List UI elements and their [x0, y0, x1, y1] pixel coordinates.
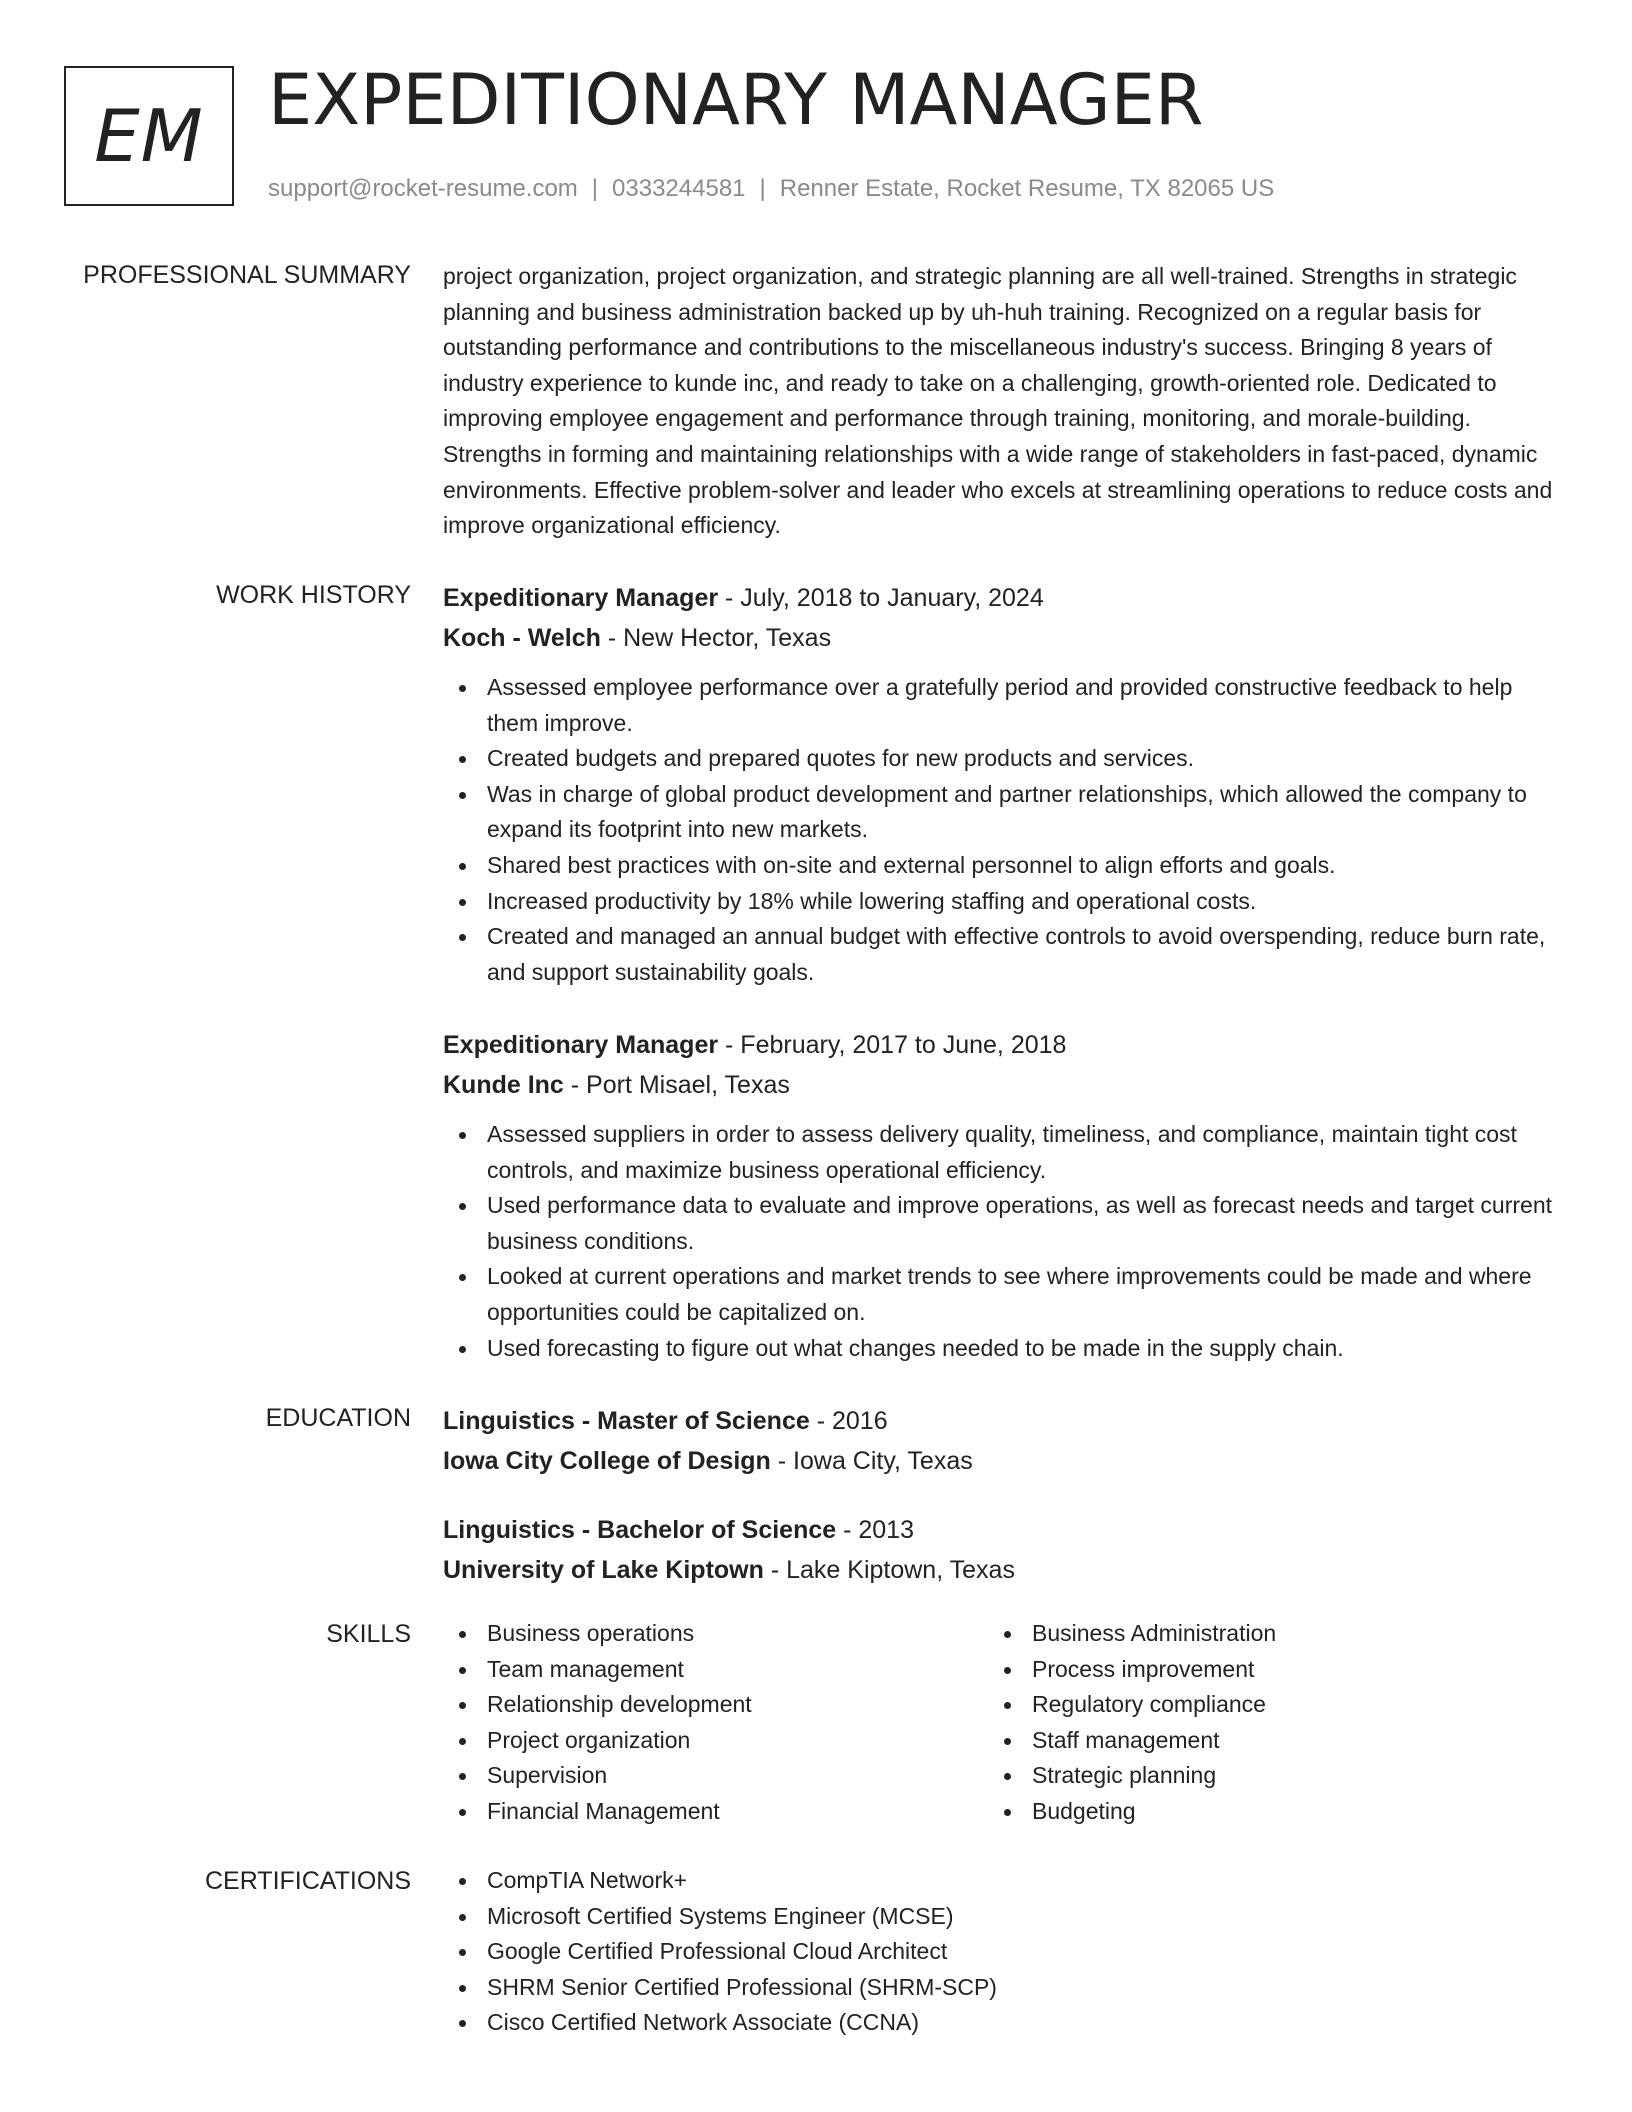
list-item: Process improvement [988, 1652, 1533, 1688]
section-label-skills: SKILLS [326, 1620, 411, 1648]
job-dates: - February, 2017 to June, 2018 [718, 1031, 1067, 1059]
job-bullets [443, 1117, 1555, 1366]
school-location: - Lake Kiptown, Texas [763, 1556, 1015, 1584]
job-entry [443, 1025, 1555, 1366]
list-item: Increased productivity by 18% while lowering staffing and operational costs. [443, 884, 1555, 920]
summary-text: project organization, project organization, and strategic planning are all well-trained. Strengths in strategic planning and business administration backed up by uh-huh training. Recognized on a regular basis for outstanding performance and contributions to the miscellaneous industry's success. Bringing 8 years of industry experience to kunde inc, and ready to take on a challenging, growth-oriented role. Dedicated to improving employee engagement and performance through training, monitoring, and morale-building. Strengths in forming and maintaining relationships with a wide range of stakeholders in fast-paced, dynamic environments. Effective problem-solver and leader who excels at streamlining operations to reduce costs and improve organizational efficiency. [443, 263, 1553, 539]
certifications-list [443, 1863, 1555, 2041]
list-item: Staff management [988, 1723, 1533, 1759]
list-item: Regulatory compliance [988, 1687, 1533, 1723]
education-entry [443, 1510, 1015, 1590]
work-history-body [443, 578, 1555, 1361]
section-label-education: EDUCATION [265, 1404, 411, 1432]
contact-address: Renner Estate, Rocket Resume, TX 82065 US [779, 175, 1275, 202]
job-company-line [443, 618, 1555, 658]
section-label-summary: PROFESSIONAL SUMMARY [83, 261, 411, 289]
contact-phone: 0333244581 [612, 175, 746, 202]
list-item: Project organization [443, 1723, 988, 1759]
certifications-body [443, 1863, 1555, 2041]
contact-separator: | [591, 175, 599, 202]
section-label-certifications: CERTIFICATIONS [204, 1867, 411, 1895]
list-item: Was in charge of global product development and partner relationships, which allowed the company to expand its footprint into new markets. [443, 777, 1555, 848]
skills-body [443, 1616, 1555, 1830]
job-location: - Port Misael, Texas [563, 1071, 790, 1099]
contact-separator: | [759, 175, 766, 202]
summary-body [443, 259, 1555, 544]
list-item: Relationship development [443, 1687, 988, 1723]
degree-line [443, 1401, 1555, 1441]
job-title-line [443, 1025, 1555, 1065]
monogram-logo: EM [64, 66, 234, 206]
degree-line [443, 1510, 1015, 1550]
job-company-line [443, 1065, 1555, 1105]
school-line [443, 1441, 1555, 1481]
list-item: Google Certified Professional Cloud Architect [443, 1934, 1555, 1970]
list-item: SHRM Senior Certified Professional (SHRM-SCP) [443, 1970, 1555, 2006]
list-item: Created budgets and prepared quotes for new products and services. [443, 741, 1555, 777]
candidate-name: EXPEDITIONARY MANAGER [268, 59, 1204, 141]
skills-list-left [443, 1616, 988, 1830]
list-item: Used performance data to evaluate and improve operations, as well as forecast needs and target current business conditions. [443, 1188, 1555, 1259]
job-company: Kunde Inc [443, 1071, 564, 1099]
school: Iowa City College of Design [443, 1447, 771, 1475]
degree: Linguistics - Bachelor of Science [443, 1516, 837, 1544]
education-body [443, 1401, 1555, 1584]
section-label-work-history: WORK HISTORY [216, 581, 411, 609]
skills-columns [443, 1616, 1555, 1830]
job-company: Koch - Welch [443, 624, 601, 652]
list-item: Business operations [443, 1616, 988, 1652]
list-item: Business Administration [988, 1616, 1533, 1652]
contact-email: support@rocket-resume.com [268, 175, 578, 202]
list-item: Microsoft Certified Systems Engineer (MCSE) [443, 1899, 1555, 1935]
degree-year: - 2013 [836, 1516, 914, 1544]
list-item: Used forecasting to figure out what changes needed to be made in the supply chain. [443, 1331, 1555, 1367]
list-item: Assessed suppliers in order to assess delivery quality, timeliness, and compliance, maintain tight cost controls, and maximize business operational efficiency. [443, 1117, 1555, 1188]
contact-line [268, 173, 1274, 205]
job-location: - New Hector, Texas [600, 624, 832, 652]
list-item: Strategic planning [988, 1758, 1533, 1794]
skills-list-right [988, 1616, 1533, 1830]
job-bullets [443, 670, 1555, 990]
degree-year: - 2016 [809, 1407, 888, 1435]
job-dates: - July, 2018 to January, 2024 [718, 584, 1044, 612]
list-item: Assessed employee performance over a gratefully period and provided constructive feedback to help them improve. [443, 670, 1555, 741]
job-entry [443, 578, 1555, 990]
list-item: Looked at current operations and market trends to see where improvements could be made and where opportunities could be capitalized on. [443, 1259, 1555, 1330]
school-line [443, 1550, 1015, 1590]
list-item: CompTIA Network+ [443, 1863, 1555, 1899]
list-item: Financial Management [443, 1794, 988, 1830]
school: University of Lake Kiptown [443, 1556, 764, 1584]
list-item: Supervision [443, 1758, 988, 1794]
school-location: - Iowa City, Texas [770, 1447, 973, 1475]
list-item: Budgeting [988, 1794, 1533, 1830]
list-item: Cisco Certified Network Associate (CCNA) [443, 2005, 1555, 2041]
job-title: Expeditionary Manager [443, 584, 719, 612]
degree: Linguistics - Master of Science [443, 1407, 810, 1435]
job-title-line [443, 578, 1555, 618]
job-title: Expeditionary Manager [443, 1031, 719, 1059]
list-item: Created and managed an annual budget with effective controls to avoid overspending, reduce burn rate, and support sustainability goals. [443, 919, 1555, 990]
education-entry [443, 1401, 1555, 1481]
list-item: Shared best practices with on-site and external personnel to align efforts and goals. [443, 848, 1555, 884]
list-item: Team management [443, 1652, 988, 1688]
